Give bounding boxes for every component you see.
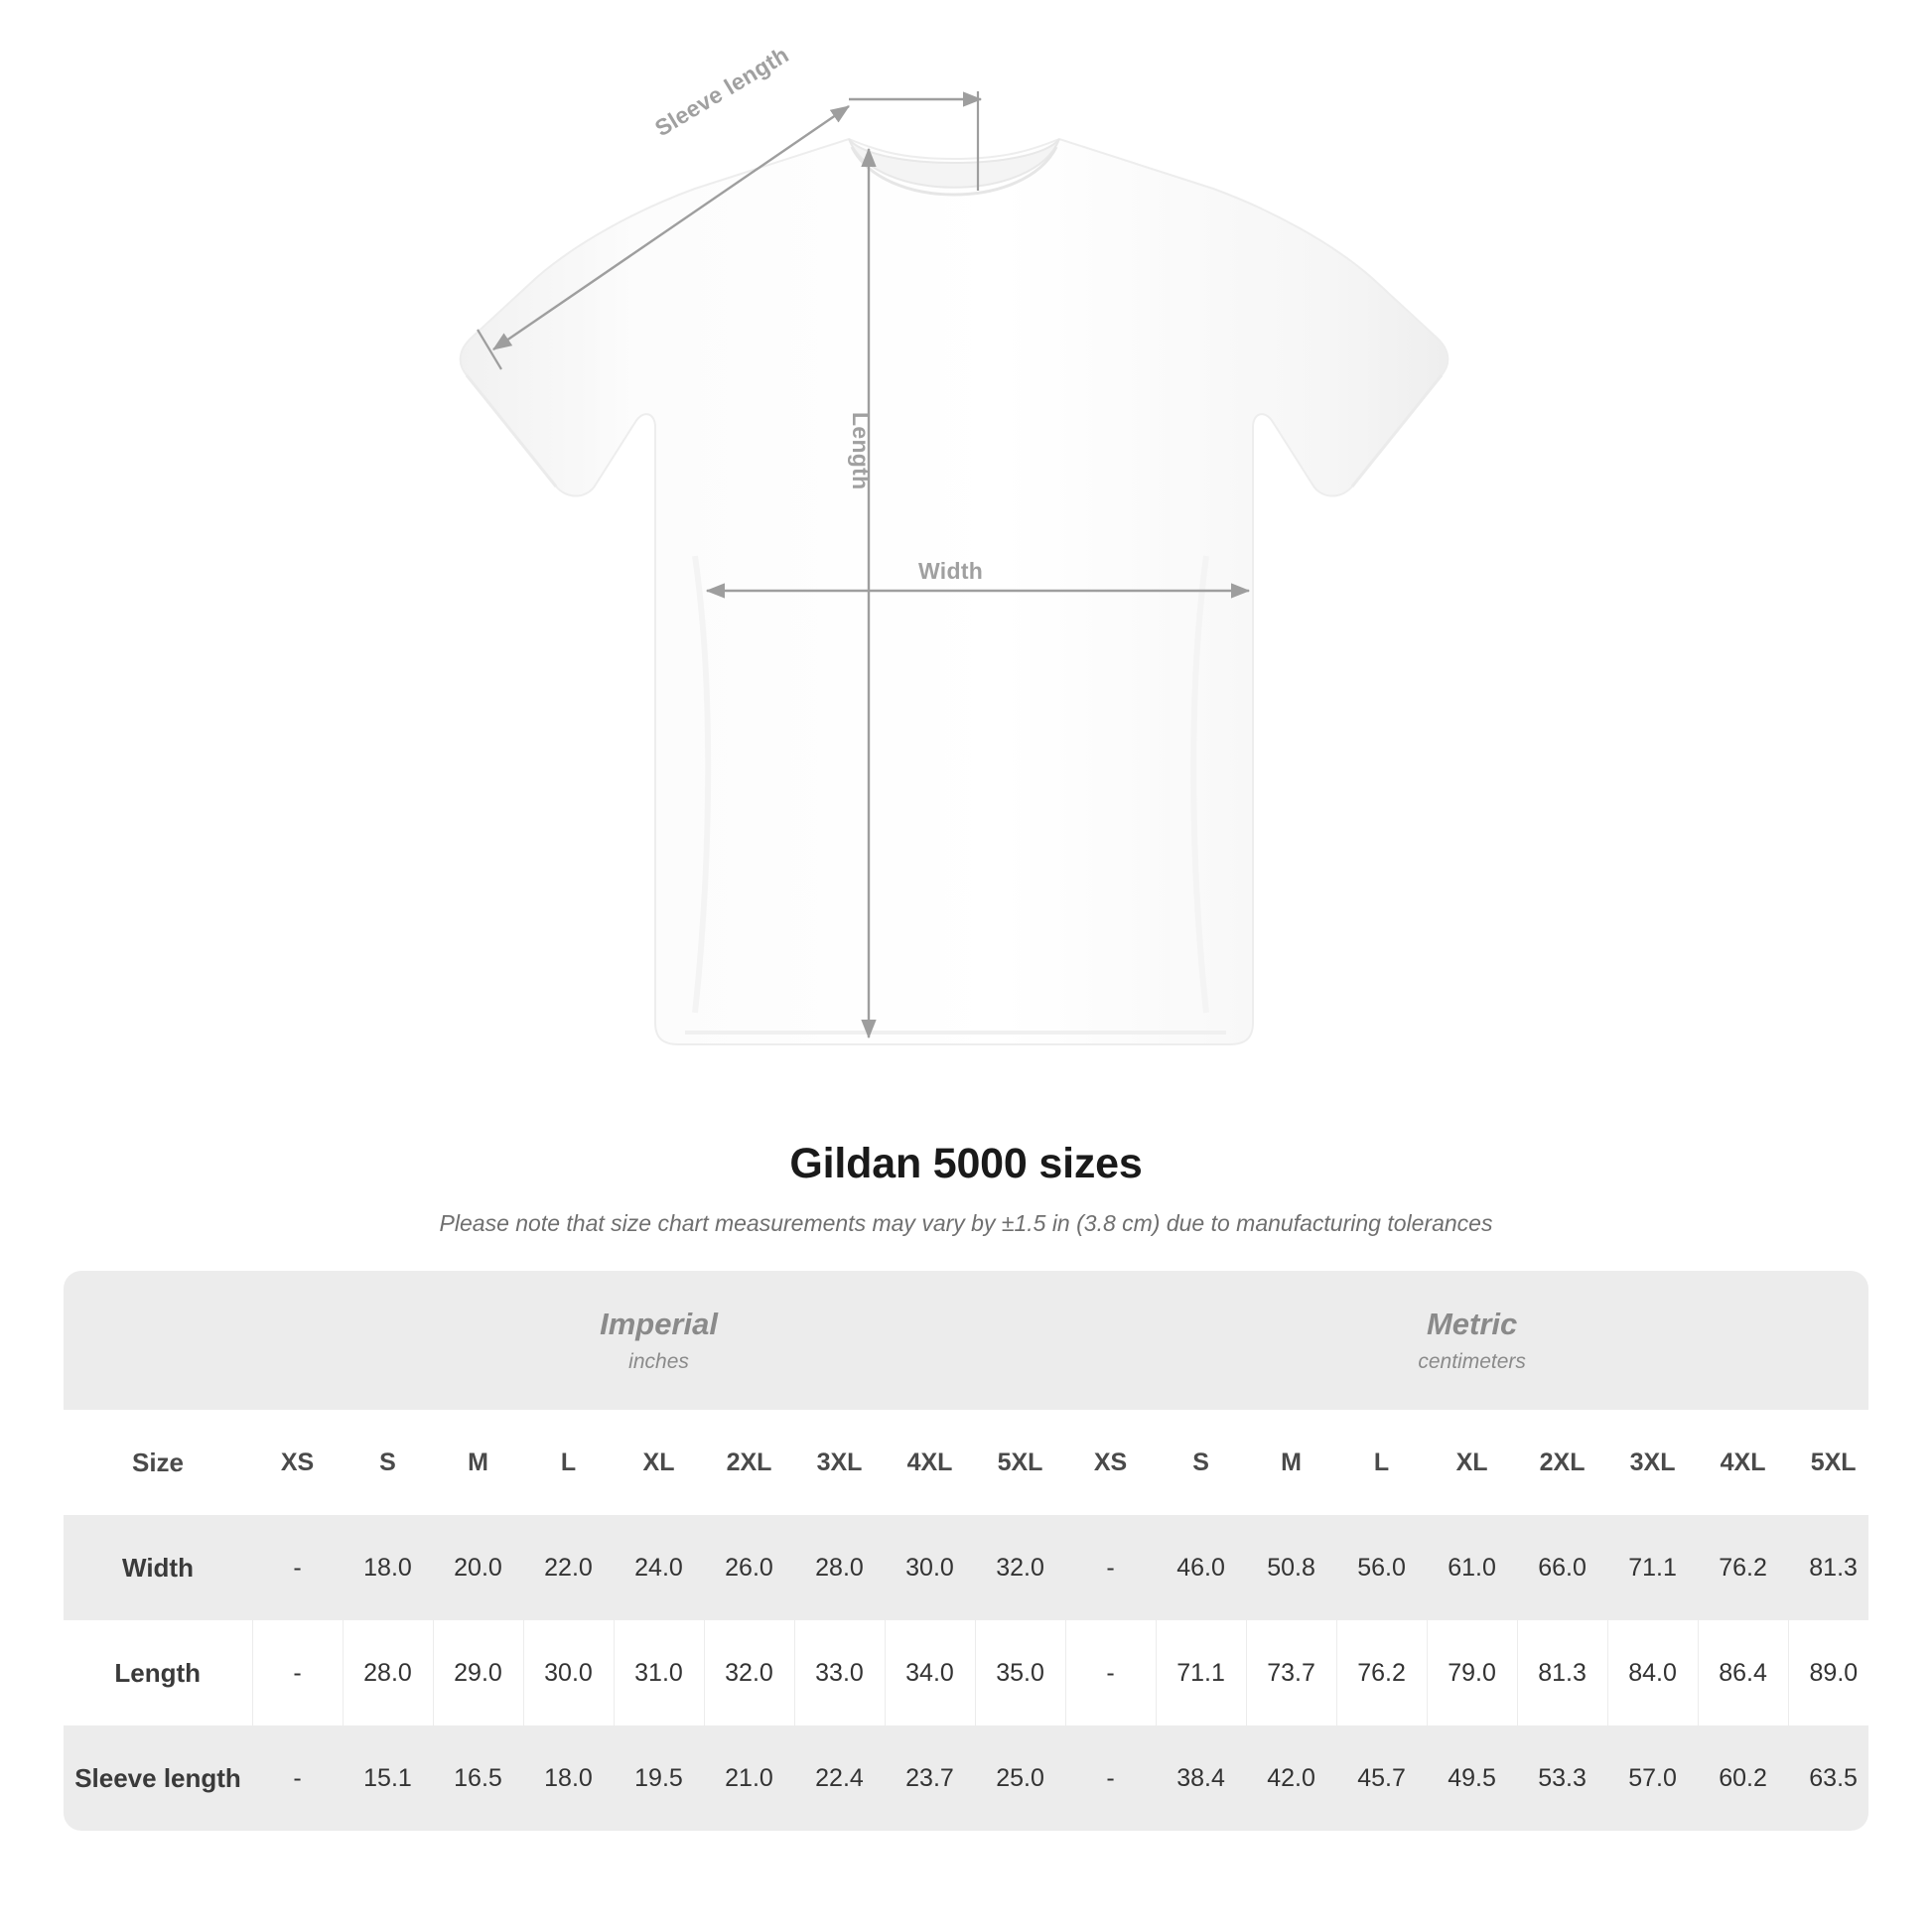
length-metric-3xl: 84.0 xyxy=(1607,1620,1698,1725)
width-imperial-l: 22.0 xyxy=(523,1515,614,1620)
width-imperial-xl: 24.0 xyxy=(614,1515,704,1620)
sleeve-metric-2xl: 53.3 xyxy=(1517,1725,1607,1831)
unit-sub-metric: centimeters xyxy=(1418,1350,1526,1373)
sleeve-imperial-s: 15.1 xyxy=(343,1725,433,1831)
sleeve-imperial-l: 18.0 xyxy=(523,1725,614,1831)
length-metric-xs: - xyxy=(1065,1620,1156,1725)
size-header-metric-2xl: 2XL xyxy=(1517,1410,1607,1515)
length-imperial-5xl: 35.0 xyxy=(975,1620,1065,1725)
size-header-imperial-s: S xyxy=(343,1410,433,1515)
length-metric-4xl: 86.4 xyxy=(1698,1620,1788,1725)
size-header-imperial-m: M xyxy=(433,1410,523,1515)
size-header-metric-4xl: 4XL xyxy=(1698,1410,1788,1515)
width-metric-s: 46.0 xyxy=(1156,1515,1246,1620)
size-header-metric-5xl: 5XL xyxy=(1788,1410,1868,1515)
length-imperial-m: 29.0 xyxy=(433,1620,523,1725)
width-metric-xs: - xyxy=(1065,1515,1156,1620)
sleeve-imperial-m: 16.5 xyxy=(433,1725,523,1831)
size-header-metric-3xl: 3XL xyxy=(1607,1410,1698,1515)
width-metric-l: 56.0 xyxy=(1336,1515,1427,1620)
size-header-imperial-4xl: 4XL xyxy=(885,1410,975,1515)
unit-name-metric: Metric xyxy=(1426,1307,1518,1341)
row-label-sleeve-length: Sleeve length xyxy=(64,1725,252,1831)
length-imperial-3xl: 33.0 xyxy=(794,1620,885,1725)
sleeve-imperial-3xl: 22.4 xyxy=(794,1725,885,1831)
length-imperial-xs: - xyxy=(252,1620,343,1725)
width-metric-xl: 61.0 xyxy=(1427,1515,1517,1620)
width-metric-5xl: 81.3 xyxy=(1788,1515,1868,1620)
length-metric-xl: 79.0 xyxy=(1427,1620,1517,1725)
table-row-sleeve-length xyxy=(64,1725,1868,1831)
size-table-wrapper xyxy=(64,1271,1868,1831)
sleeve-metric-m: 42.0 xyxy=(1246,1725,1336,1831)
sleeve-length-label: Sleeve length xyxy=(650,41,793,142)
sleeve-metric-xs: - xyxy=(1065,1725,1156,1831)
width-imperial-m: 20.0 xyxy=(433,1515,523,1620)
size-header-metric-l: L xyxy=(1336,1410,1427,1515)
width-metric-4xl: 76.2 xyxy=(1698,1515,1788,1620)
width-metric-2xl: 66.0 xyxy=(1517,1515,1607,1620)
sleeve-metric-5xl: 63.5 xyxy=(1788,1725,1868,1831)
sleeve-imperial-4xl: 23.7 xyxy=(885,1725,975,1831)
width-label: Width xyxy=(918,558,984,584)
sleeve-imperial-xs: - xyxy=(252,1725,343,1831)
width-metric-m: 50.8 xyxy=(1246,1515,1336,1620)
sleeve-metric-3xl: 57.0 xyxy=(1607,1725,1698,1831)
table-row-length xyxy=(64,1620,1868,1725)
length-imperial-2xl: 32.0 xyxy=(704,1620,794,1725)
length-metric-2xl: 81.3 xyxy=(1517,1620,1607,1725)
length-metric-5xl: 89.0 xyxy=(1788,1620,1868,1725)
size-table xyxy=(64,1271,1868,1831)
width-imperial-xs: - xyxy=(252,1515,343,1620)
size-header-imperial-xs: XS xyxy=(252,1410,343,1515)
length-imperial-xl: 31.0 xyxy=(614,1620,704,1725)
size-header-label: Size xyxy=(64,1410,252,1515)
width-imperial-2xl: 26.0 xyxy=(704,1515,794,1620)
size-header-imperial-3xl: 3XL xyxy=(794,1410,885,1515)
sleeve-imperial-xl: 19.5 xyxy=(614,1725,704,1831)
length-imperial-4xl: 34.0 xyxy=(885,1620,975,1725)
size-header-imperial-xl: XL xyxy=(614,1410,704,1515)
size-header-metric-s: S xyxy=(1156,1410,1246,1515)
unit-name-imperial: Imperial xyxy=(600,1307,718,1341)
sleeve-metric-xl: 49.5 xyxy=(1427,1725,1517,1831)
unit-sub-imperial: inches xyxy=(628,1350,689,1373)
length-imperial-l: 30.0 xyxy=(523,1620,614,1725)
row-label-length: Length xyxy=(64,1620,252,1725)
size-header-imperial-2xl: 2XL xyxy=(704,1410,794,1515)
length-metric-s: 71.1 xyxy=(1156,1620,1246,1725)
size-header-imperial-l: L xyxy=(523,1410,614,1515)
size-header-imperial-5xl: 5XL xyxy=(975,1410,1065,1515)
length-imperial-s: 28.0 xyxy=(343,1620,433,1725)
table-row-width xyxy=(64,1515,1868,1620)
unit-header-metric xyxy=(1065,1271,1868,1410)
sleeve-metric-s: 38.4 xyxy=(1156,1725,1246,1831)
size-header-metric-xs: XS xyxy=(1065,1410,1156,1515)
size-header-metric-xl: XL xyxy=(1427,1410,1517,1515)
unit-header-spacer xyxy=(64,1271,252,1410)
length-label: Length xyxy=(848,412,874,490)
length-metric-m: 73.7 xyxy=(1246,1620,1336,1725)
sleeve-metric-4xl: 60.2 xyxy=(1698,1725,1788,1831)
unit-header-imperial xyxy=(252,1271,1065,1410)
width-imperial-5xl: 32.0 xyxy=(975,1515,1065,1620)
width-imperial-s: 18.0 xyxy=(343,1515,433,1620)
sleeve-metric-l: 45.7 xyxy=(1336,1725,1427,1831)
size-header-metric-m: M xyxy=(1246,1410,1336,1515)
unit-header-row xyxy=(64,1271,1868,1410)
width-imperial-4xl: 30.0 xyxy=(885,1515,975,1620)
page-title: Gildan 5000 sizes xyxy=(789,1140,1143,1187)
tolerance-note: Please note that size chart measurements may vary by ±1.5 in (3.8 cm) due to manufacturing tolerances xyxy=(439,1210,1493,1236)
sleeve-imperial-5xl: 25.0 xyxy=(975,1725,1065,1831)
sleeve-imperial-2xl: 21.0 xyxy=(704,1725,794,1831)
size-header-row xyxy=(64,1410,1868,1515)
row-label-width: Width xyxy=(64,1515,252,1620)
width-metric-3xl: 71.1 xyxy=(1607,1515,1698,1620)
title-block xyxy=(0,1140,1932,1237)
width-imperial-3xl: 28.0 xyxy=(794,1515,885,1620)
length-metric-l: 76.2 xyxy=(1336,1620,1427,1725)
